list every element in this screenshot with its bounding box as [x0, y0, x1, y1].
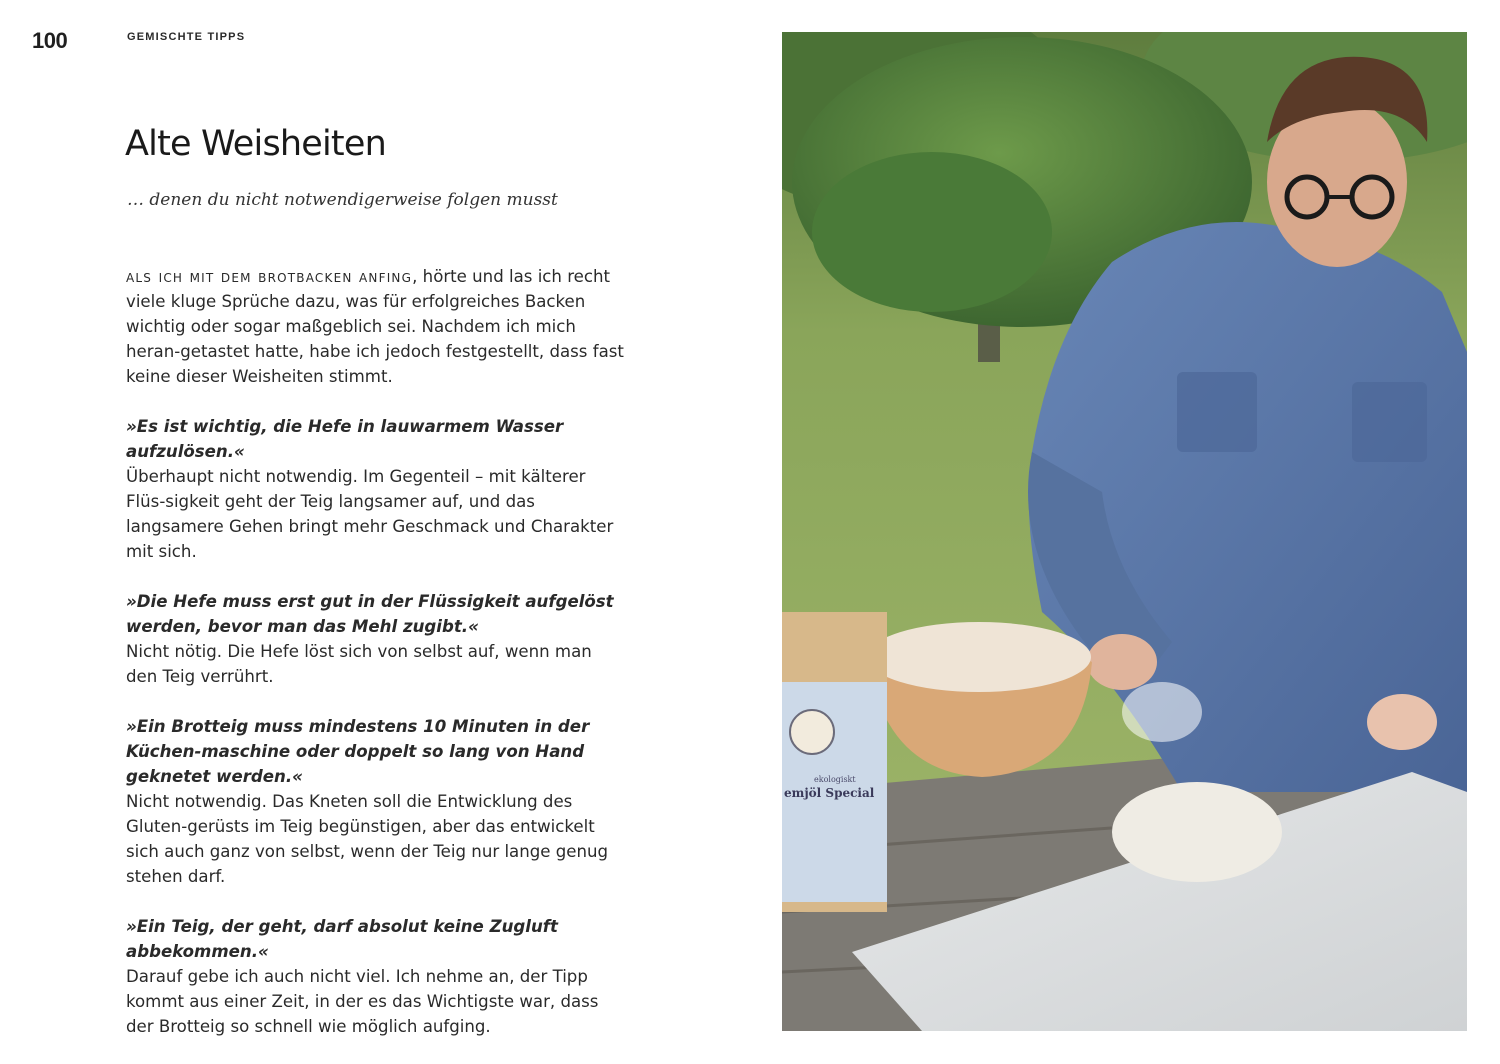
myth-item	[126, 914, 626, 1039]
myth-answer: Nicht notwendig. Das Kneten soll die Entwicklung des Gluten-gerüsts im Teig begünstigen, aber das entwickelt sich auch ganz von selbst, wenn der Teig nur lange genug stehen darf.	[126, 792, 609, 886]
flour-bag-sublabel: ekologiskt	[814, 775, 856, 784]
intro-paragraph	[126, 264, 626, 389]
myth-item	[126, 714, 626, 889]
baker-hand	[1367, 694, 1437, 750]
bread-dough	[1112, 782, 1282, 882]
tree-canopy	[812, 152, 1052, 312]
article-title: Alte Weisheiten	[125, 124, 386, 164]
myth-item	[126, 589, 626, 689]
myth-quote: »Die Hefe muss erst gut in der Flüssigkeit aufgelöst werden, bevor man das Mehl zugibt.«	[126, 592, 614, 636]
baker-photo	[782, 32, 1467, 1031]
myth-answer: Überhaupt nicht notwendig. Im Gegenteil – mit kälterer Flüs-sigkeit geht der Teig langsamer auf, und das langsamere Gehen bringt mehr Geschmack und Charakter mit sich.	[126, 467, 614, 561]
baker-hand	[1087, 634, 1157, 690]
page-number: 100	[32, 28, 68, 53]
section-label: GEMISCHTE TIPPS	[127, 31, 246, 43]
myth-quote: »Es ist wichtig, die Hefe in lauwarmem Wasser aufzulösen.«	[126, 417, 564, 461]
myth-answer: Darauf gebe ich auch nicht viel. Ich nehme an, der Tipp kommt aus einer Zeit, in der es das Wichtigste war, dass der Brotteig so schnell wie möglich aufging.	[126, 967, 599, 1036]
myth-quote: »Ein Teig, der geht, darf absolut keine Zugluft abbekommen.«	[126, 917, 558, 961]
myth-answer: Nicht nötig. Die Hefe löst sich von selbst auf, wenn man den Teig verrührt.	[126, 642, 592, 686]
intro-text: , hörte und las ich recht viele kluge Sprüche dazu, was für erfolgreiches Backen wichtig oder sogar maßgeblich sei. Nachdem ich mich heran-getastet hatte, habe ich jedoch festgestellt, dass fast keine dieser Weisheiten stimmt.	[126, 267, 624, 386]
myth-item	[126, 414, 626, 564]
intro-lead: als ich mit dem brotbacken anfing	[126, 267, 413, 286]
myth-quote: »Ein Brotteig muss mindestens 10 Minuten in der Küchen-maschine oder doppelt so lang von Hand geknetet werden.«	[126, 717, 590, 786]
flour-bag-label: emjöl Special	[784, 786, 875, 800]
article-body	[126, 264, 626, 1064]
article-subtitle: … denen du nicht notwendigerweise folgen musst	[127, 190, 558, 210]
